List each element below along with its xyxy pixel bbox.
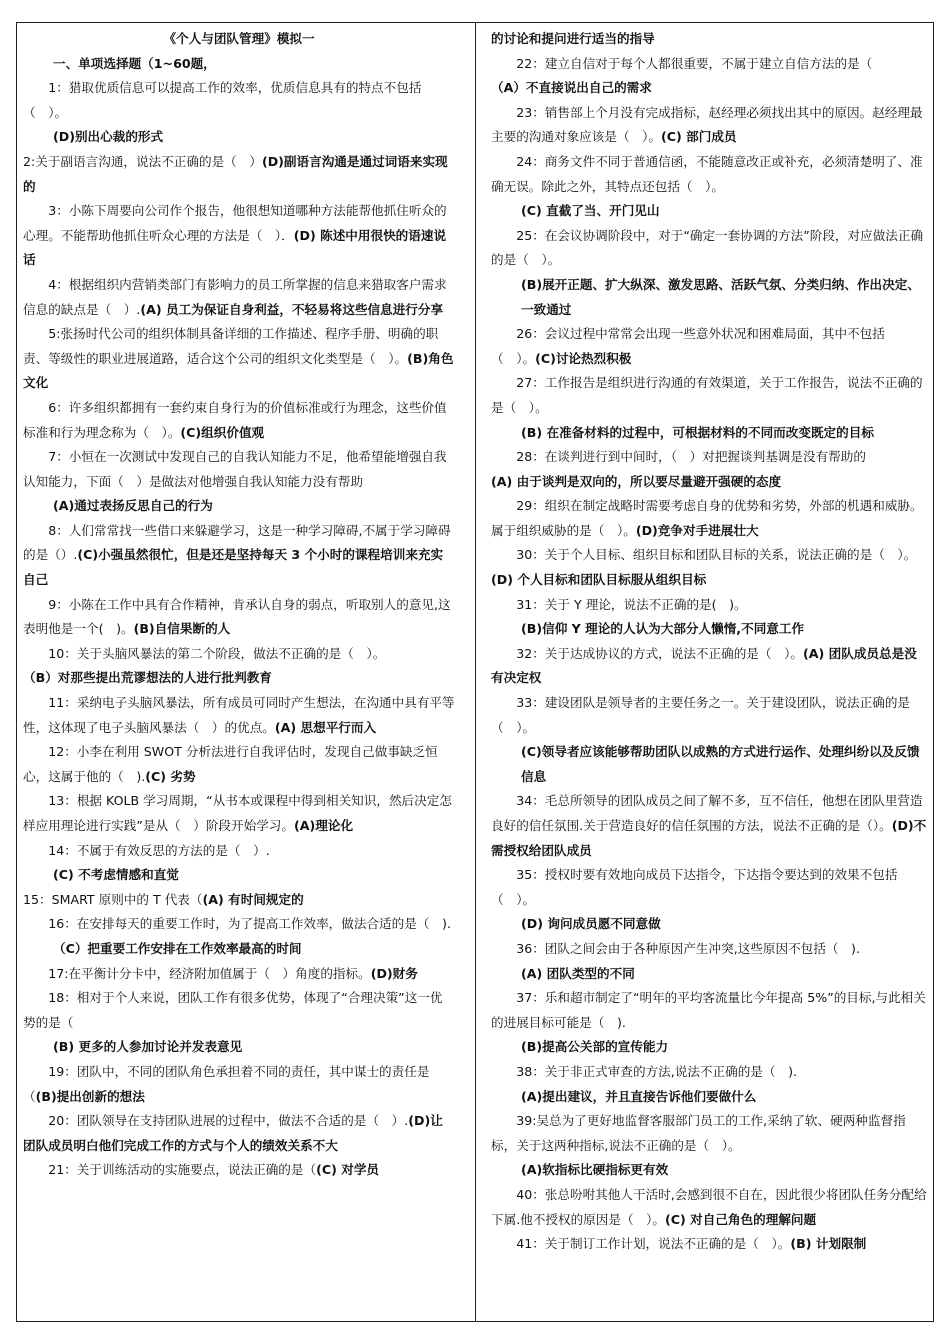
question-item [23, 519, 455, 593]
question-item [23, 962, 455, 987]
question-text: 23：销售部上个月没有完成指标，赵经理必须找出其中的原因。赵经理最主要的沟通对象应该是（ ）。 [491, 104, 923, 145]
question-item [23, 642, 455, 667]
question-item [491, 1060, 927, 1085]
answer-line: (D)别出心裁的形式 [53, 129, 164, 145]
answer-line: (B)信仰 Y 理论的人认为大部分人懒惰,不同意工作 [521, 621, 805, 637]
answer-line: (C)领导者应该能够帮助团队以成熟的方式进行运作、处理纠纷以及反馈信息 [521, 744, 920, 784]
answer-line: (B) 在准备材料的过程中，可根据材料的不同而改变既定的目标 [521, 424, 874, 440]
question-text: 3：小陈下周要向公司作个报告，他很想知道哪种方法能帮他抓住听众的心理。不能帮助他抓住听众心理的方法是（ ）． [23, 203, 447, 243]
question-text: 31：关于 Y 理论，说法不正确的是( )。 [516, 596, 747, 612]
question-item [23, 1060, 455, 1109]
answer-line: (C) 直截了当、开门见山 [521, 203, 660, 219]
section-heading: 一、单项选择题（1~60题， [53, 55, 216, 71]
question-item [491, 937, 927, 962]
question-text: 26：会议过程中常常会出现一些意外状况和困难局面，其中不包括（ ）。 [491, 326, 885, 366]
question-text: 33：建设团队是领导者的主要任务之一。关于建设团队，说法正确的是（ ）。 [491, 695, 911, 735]
question-text: 14：不属于有效反思的方法的是（ ）. [48, 842, 270, 858]
question-item [491, 494, 927, 543]
answer-text: (D)竞争对手进展壮大 [635, 522, 759, 538]
question-item [23, 322, 455, 396]
answer-line: (A) 由于谈判是双向的，所以要尽量避开强硬的态度 [491, 473, 782, 489]
question-text: 20：团队领导在支持团队进展的过程中，做法不合适的是（ ）. [48, 1113, 409, 1129]
question-text: 40：张总吩咐其他人干活时,会感到很不自在，因此很少将团队任务分配给下属.他不授权的原因是（ ）。 [491, 1186, 927, 1227]
answer-text: (B)自信果断的人 [133, 621, 231, 637]
question-item [491, 789, 927, 863]
question-item [491, 224, 927, 273]
question-item [23, 740, 455, 789]
question-text: 37：乐和超市制定了“明年的平均客流量比今年提高 5%”的目标,与此相关的进展目标可能是（ ). [491, 990, 926, 1030]
answer-line: (B)展开正题、扩大纵深、激发思路、活跃气氛、分类归纳、作出决定、一致通过 [521, 276, 920, 317]
answer-text: (A) 思想平行而入 [274, 719, 377, 735]
question-text: 21：关于训练活动的实施要点，说法正确的是（ [48, 1162, 317, 1178]
column-divider [475, 23, 476, 1321]
question-item [23, 986, 455, 1035]
question-item [491, 642, 927, 691]
question-text: 10：关于头脑风暴法的第二个阶段，做法不正确的是（ ）。 [48, 645, 386, 661]
answer-line: (A)通过表扬反思自己的行为 [53, 498, 213, 514]
question-text: 17:在平衡计分卡中，经济附加值属于（ ）角度的指标。 [48, 965, 371, 981]
answer-line: (A)软指标比硬指标更有效 [521, 1162, 669, 1178]
question-text: 11：采纳电子头脑风暴法，所有成员可同时产生想法，在沟通中具有平等性，这体现了电子头脑风暴法（ ）的优点。 [23, 695, 455, 735]
answer-line: (C) 不考虑情感和直觉 [53, 867, 179, 883]
answer-text: (D)财务 [370, 965, 418, 981]
question-item [491, 986, 927, 1035]
question-item [491, 52, 927, 77]
question-item [491, 543, 927, 568]
question-item [23, 150, 455, 199]
question-text: 24：商务文件不同于普通信函，不能随意改正或补充，必须清楚明了、准确无误。除此之外，其特点还包括（ ）。 [491, 153, 923, 194]
question-item [491, 1183, 927, 1232]
right-column [491, 27, 927, 1257]
left-column [23, 27, 455, 1183]
question-text: 22：建立自信对于每个人都很重要，不属于建立自信方法的是（ [516, 55, 873, 71]
question-item [491, 322, 927, 371]
question-item [491, 150, 927, 199]
question-item [23, 839, 455, 864]
question-text: 5:张扬时代公司的组织体制具备详细的工作描述、程序手册、明确的职责、等级性的职业进展道路，适合这个公司的组织文化类型是（ ）。 [23, 326, 439, 366]
answer-line: （C）把重要工作安排在工作效率最高的时间 [53, 940, 302, 956]
question-text: 29：组织在制定战略时需要考虑自身的优势和劣势，外部的机遇和威胁。属于组织威胁的是（ ）。 [491, 498, 923, 538]
answer-text: (D)不需授权给团队成员 [491, 818, 927, 858]
question-item [491, 691, 927, 740]
answer-text: (C) 对自己角色的理解问题 [665, 1211, 817, 1227]
question-item [23, 912, 455, 937]
answer-text: (C) 部门成员 [661, 129, 737, 145]
answer-text: (C) 劣势 [145, 768, 196, 784]
answer-text: (A) 有时间规定的 [202, 891, 304, 907]
answer-text: (B)提出创新的想法 [35, 1088, 145, 1104]
question-text: 41：关于制订工作计划，说法不正确的是（ ）。 [516, 1236, 791, 1252]
question-text: 38：关于非正式审查的方法,说法不正确的是（ ). [516, 1063, 798, 1079]
question-item [23, 789, 455, 838]
question-text: 34：毛总所领导的团队成员之间了解不多，互不信任，他想在团队里营造良好的信任氛围.关于营造良好的信任氛围的方法，说法不正确的是（）。 [491, 793, 923, 833]
question-text: 27：工作报告是组织进行沟通的有效渠道，关于工作报告，说法不正确的是（ ）。 [491, 375, 923, 415]
answer-text: (D) 陈述中用很快的语速说话 [23, 227, 447, 268]
question-text: 35：授权时要有效地向成员下达指令，下达指令要达到的效果不包括（ ）。 [491, 867, 898, 907]
answer-text: (C)小强虽然很忙，但是还是坚持每天 3 个小时的课程培训来充实自己 [23, 547, 444, 588]
question-text: 32：关于达成协议的方式，说法不正确的是（ ）。 [516, 645, 803, 661]
answer-text: (B)角色文化 [23, 350, 454, 391]
question-text: 16：在安排每天的重要工作时，为了提高工作效率，做法合适的是（ ). [48, 916, 451, 932]
answer-line: 的讨论和提问进行适当的指导 [491, 31, 655, 46]
page-title: 《个人与团队管理》模拟一 [163, 31, 315, 46]
question-text: 30：关于个人目标、组织目标和团队目标的关系，说法正确的是（ ）。 [516, 547, 917, 563]
answer-text: (C)组织价值观 [180, 424, 265, 440]
question-text: 13：根据 KOLB 学习周期，“从书本或课程中得到相关知识，然后决定怎样应用理论进行实践”是从（ ）阶段开始学习。 [23, 793, 452, 833]
answer-line: （B）对那些提出荒谬想法的人进行批判教育 [23, 670, 272, 686]
question-text: 15：SMART 原则中的 T 代表（ [23, 891, 203, 907]
question-text: 25：在会议协调阶段中，对于“确定一套协调的方法”阶段，对应做法正确的是（ ）。 [491, 227, 924, 268]
question-text: 1：猎取优质信息可以提高工作的效率，优质信息具有的特点不包括（ ）。 [23, 80, 422, 120]
answer-line: (B)提高公关部的宣传能力 [521, 1039, 669, 1055]
answer-line: (D) 询问成员愿不同意做 [521, 916, 661, 932]
question-text: 7：小恒在一次测试中发现自己的自我认知能力不足，他希望能增强自我认知能力，下面（ ）是做法对他增强自我认知能力没有帮助 [23, 449, 447, 489]
answer-line: (A)提出建议，并且直接告诉他们要做什么 [521, 1088, 757, 1104]
question-item [491, 101, 927, 150]
question-item [491, 593, 927, 618]
question-item [23, 199, 455, 273]
answer-line: （A）不直接说出自己的需求 [491, 80, 652, 96]
question-item [23, 691, 455, 740]
question-item [23, 1109, 455, 1158]
question-text: 36：团队之间会由于各种原因产生冲突,这些原因不包括（ ). [516, 940, 860, 956]
answer-text: (C)讨论热烈积极 [535, 350, 632, 366]
answer-text: (A)理论化 [294, 818, 354, 833]
answer-text: (D)让团队成员明白他们完成工作的方式与个人的绩效关系不大 [23, 1113, 443, 1153]
question-text: 12：小李在利用 SWOT 分析法进行自我评估时，发现自己做事缺乏恒心，这属于他的（ ). [23, 744, 438, 784]
question-text: 8：人们常常找一些借口来躲避学习，这是一种学习障碍,不属于学习障碍的是（）. [23, 522, 451, 563]
question-text: 39:吴总为了更好地监督客服部门员工的工作,采纳了软、硬两种监督指标，关于这两种指标,说法不正确的是（ ）。 [491, 1113, 906, 1153]
answer-text: (C) 对学员 [316, 1162, 380, 1178]
question-item [23, 888, 455, 913]
question-text: 4：根据组织内营销类部门有影响力的员工所掌握的信息来猎取客户需求信息的缺点是（ ）. [23, 276, 447, 317]
question-item [23, 593, 455, 642]
answer-text: (A) 团队成员总是没有决定权 [491, 645, 917, 686]
answer-text: (A) 员工为保证自身利益，不轻易将这些信息进行分享 [140, 301, 444, 317]
answer-line: (D) 个人目标和团队目标服从组织目标 [491, 572, 707, 588]
question-item [23, 273, 455, 322]
question-text: 28：在谈判进行到中间时，（ ）对把握谈判基调是没有帮助的 [516, 449, 866, 465]
question-item [491, 445, 927, 470]
question-item [491, 1232, 927, 1257]
question-item [23, 396, 455, 445]
answer-line: (B) 更多的人参加讨论并发表意见 [53, 1039, 243, 1055]
question-item [23, 1158, 455, 1183]
question-text: 18：相对于个人来说，团队工作有很多优势，体现了“合理决策”这一优势的是（ [23, 990, 443, 1030]
question-item [491, 1109, 927, 1158]
answer-text: (B) 计划限制 [790, 1236, 867, 1252]
question-text: 6：许多组织都拥有一套约束自身行为的价值标准或行为理念，这些价值标准和行为理念称为（ ）。 [23, 399, 447, 440]
exam-page [16, 22, 934, 1322]
question-item [491, 371, 927, 420]
question-text: 19：团队中，不同的团队角色承担着不同的责任，其中谋士的责任是（ [23, 1063, 430, 1104]
question-item [23, 445, 455, 494]
answer-text: (D)副语言沟通是通过词语来实现的 [23, 153, 448, 194]
answer-line: (A) 团队类型的不同 [521, 965, 635, 981]
question-text: 9：小陈在工作中具有合作精神，肯承认自身的弱点，听取别人的意见,这表明他是一个( )。 [23, 596, 451, 637]
question-item [491, 863, 927, 912]
question-text: 2:关于副语言沟通，说法不正确的是（ ） [23, 153, 262, 169]
question-item [23, 76, 455, 125]
